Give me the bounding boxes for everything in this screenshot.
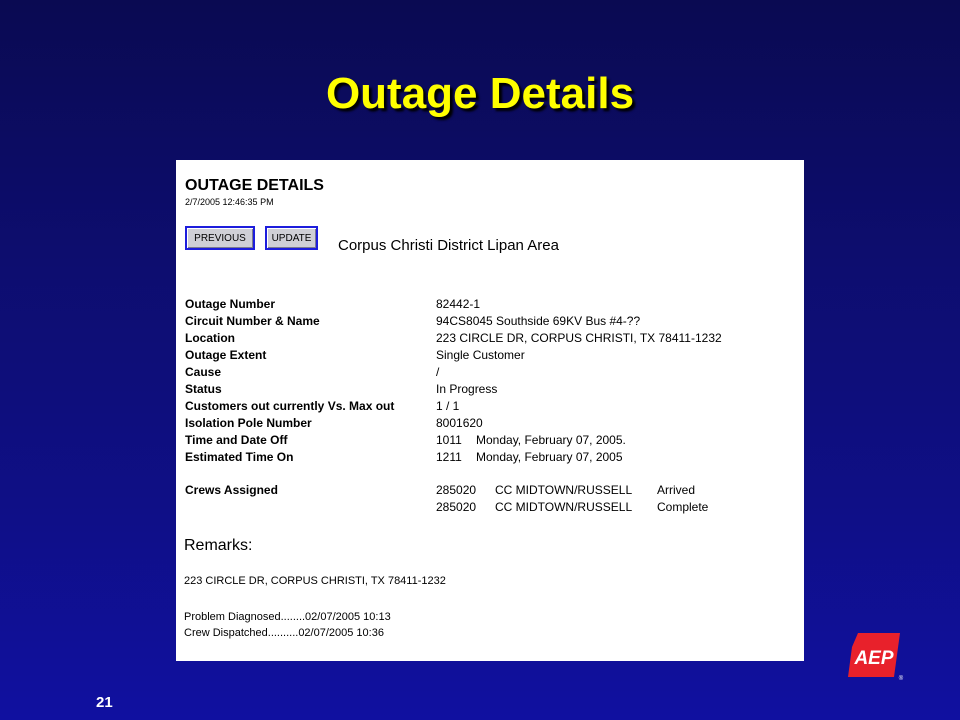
detail-row-outage-extent (185, 347, 795, 364)
detail-label: Status (185, 382, 222, 396)
detail-label: Estimated Time On (185, 450, 294, 464)
crew-id: 285020 (436, 500, 477, 514)
detail-row-location (185, 330, 795, 347)
detail-label: Cause (185, 365, 222, 379)
detail-date: Monday, February 07, 2005. (476, 433, 626, 447)
remark-line: Crew Dispatched..........02/07/2005 10:36 (184, 627, 384, 639)
detail-value: In Progress (436, 382, 498, 396)
detail-row-circuit (185, 313, 795, 330)
crews-table (185, 482, 795, 516)
aep-logo-icon (848, 633, 904, 681)
remarks-log (184, 609, 391, 641)
detail-row-isolation-pole (185, 415, 795, 432)
detail-label: Circuit Number & Name (185, 314, 320, 328)
crew-id: 285020 (436, 483, 477, 497)
crew-status: Arrived (657, 483, 696, 497)
detail-value: 1211 (436, 450, 462, 464)
detail-row-customers-out (185, 398, 795, 415)
slide-title: Outage Details (325, 69, 635, 118)
detail-row-status (185, 381, 795, 398)
crew-name: CC MIDTOWN/RUSSELL (495, 500, 633, 514)
detail-value: 1011 (436, 433, 462, 447)
detail-value: 94CS8045 Southside 69KV Bus #4-?? (436, 314, 641, 328)
logo-registered-mark: ® (898, 676, 904, 681)
detail-label: Outage Extent (185, 348, 267, 362)
update-button[interactable]: UPDATE (265, 226, 318, 250)
detail-row-cause (185, 364, 795, 381)
detail-value: 1 / 1 (436, 399, 460, 413)
previous-button[interactable]: PREVIOUS (185, 226, 255, 250)
detail-row-estimated-time-on (185, 449, 795, 466)
crew-name: CC MIDTOWN/RUSSELL (495, 483, 633, 497)
detail-label: Time and Date Off (185, 433, 288, 447)
details-table (185, 296, 795, 466)
remarks-address: 223 CIRCLE DR, CORPUS CHRISTI, TX 78411-1232 (184, 575, 446, 587)
detail-label: Isolation Pole Number (185, 416, 312, 430)
detail-label: Customers out currently Vs. Max out (185, 399, 395, 413)
detail-row-time-off (185, 432, 795, 449)
crews-assigned-label: Crews Assigned (185, 483, 278, 497)
detail-date: Monday, February 07, 2005 (476, 450, 623, 464)
outage-details-panel (176, 160, 804, 661)
crew-row (185, 499, 795, 516)
detail-value: 82442-1 (436, 297, 481, 311)
remarks-heading: Remarks: (184, 537, 253, 554)
district-area-title: Corpus Christi District Lipan Area (338, 237, 559, 254)
detail-label: Outage Number (185, 297, 276, 311)
logo-text: AEP (854, 648, 894, 669)
panel-heading: OUTAGE DETAILS (185, 177, 324, 194)
detail-value: 223 CIRCLE DR, CORPUS CHRISTI, TX 78411-1232 (436, 331, 722, 345)
page-number: 21 (96, 694, 113, 711)
panel-timestamp: 2/7/2005 12:46:35 PM (185, 197, 274, 207)
remark-line: Problem Diagnosed........02/07/2005 10:13 (184, 611, 391, 623)
detail-value: 8001620 (436, 416, 483, 430)
detail-label: Location (185, 331, 235, 345)
detail-value: / (436, 365, 440, 379)
crew-status: Complete (657, 500, 709, 514)
detail-row-outage-number (185, 296, 795, 313)
detail-value: Single Customer (436, 348, 525, 362)
crew-row (185, 482, 795, 499)
